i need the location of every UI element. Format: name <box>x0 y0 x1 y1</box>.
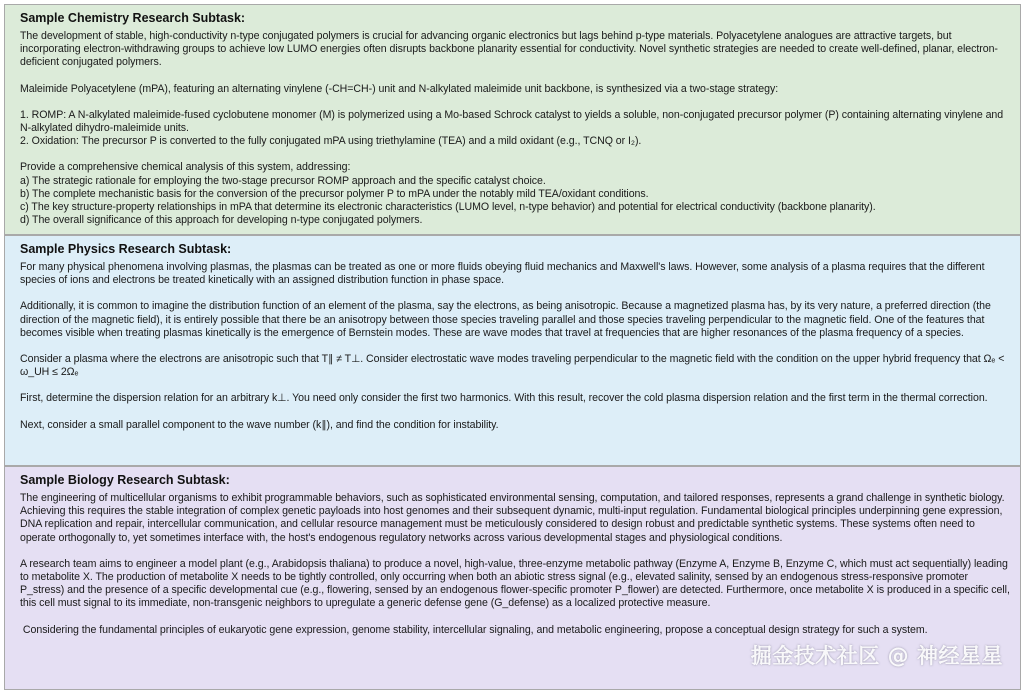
physics-instability-paragraph: Next, consider a small parallel component to the wave number (k∥), and find the condition for instability. <box>20 418 499 431</box>
physics-anisotropy-paragraph: Additionally, it is common to imagine the distribution function of an element of the plasma, say the electrons, as being anisotropic. Because a magnetized plasma has, by its very nature, a preferred direction (the direction of the magnetic field), it is entirely possible that there be an anisotropy between those species traveling parallel and those species traveling perpendicular to the magnetic field. One of the features that becomes visible when treating plasmas kinetically is the emergence of Bernstein modes. These are wave modes that travel at frequencies that are higher resonances of the plasma frequency of a species. <box>20 300 994 339</box>
physics-dispersion-paragraph: First, determine the dispersion relation for an arbitrary k⊥. You need only consider the first two harmonics. With this result, recover the cold plasma dispersion relation and the first term in the thermal correction. <box>20 392 988 405</box>
chemistry-question-a: a) The strategic rationale for employing the two-stage precursor ROMP approach and the specific catalyst choice. <box>20 174 546 187</box>
chemistry-question-c: c) The key structure-property relationships in mPA that determine its electronic characteristics (LUMO level, n-type behavior) and potential for electrical conductivity (backbone planarity). <box>20 201 876 214</box>
physics-panel <box>4 235 1021 466</box>
biology-panel <box>4 466 1021 690</box>
watermark: 掘金技术社区 @ 神经星星 <box>750 644 1003 668</box>
chemistry-synthesis-paragraph: Maleimide Polyacetylene (mPA), featuring an alternating vinylene (-CH=CH-) unit and N-alkylated maleimide unit backbone, is synthesized via a two-stage strategy: <box>20 82 779 95</box>
biology-task-paragraph: Considering the fundamental principles of eukaryotic gene expression, genome stability, intercellular signaling, and metabolic engineering, propose a conceptual design strategy for such a system. <box>20 623 928 636</box>
chemistry-task-paragraph: Provide a comprehensive chemical analysis of this system, addressing: <box>20 161 351 174</box>
chemistry-step-romp: 1. ROMP: A N-alkylated maleimide-fused cyclobutene monomer (M) is polymerized using a Mo-based Schrock catalyst to yields a soluble, non-conjugated precursor polymer (P) containing alternating vinylene and N-alkylated dihydro-maleimide units. <box>20 108 1007 135</box>
chemistry-question-d: d) The overall significance of this approach for developing n-type conjugated polymers. <box>20 214 423 227</box>
physics-intro-paragraph: For many physical phenomena involving plasmas, the plasmas can be treated as one or more fluids obeying fluid mechanics and Maxwell's laws. However, some analysis of a plasma requires that the different species of ions and electrons be treated kinetically with an assigned distribution function in phase space. <box>20 261 988 287</box>
biology-scenario-paragraph: A research team aims to engineer a model plant (e.g., Arabidopsis thaliana) to produce a novel, high-value, three-enzyme metabolic pathway (Enzyme A, Enzyme B, Enzyme C, which must act sequentially) leading to metabolite X. The production of metabolite X needs to be tightly controlled, only occurring when both an abiotic stress signal (e.g., elevated salinity, sensed by an endogenous stress-responsive promoter P_stress) and the presence of a specific developmental cue (e.g., flowering, sensed by an endogenous flower-specific promoter P_flower) are detected. Furthermore, once metabolite X is produced in a specific cell, this cell must signal to its immediate, non-transgenic neighbors to upregulate a generic defense gene (G_defense) as a localized protective measure. <box>20 557 1013 610</box>
biology-intro-paragraph: The engineering of multicellular organisms to exhibit programmable behaviors, such as sophisticated environmental sensing, computation, and tailored responses, represents a grand challenge in synthetic biology. Achieving this requires the stable integration of complex genetic payloads into host genomes and their subsequent dynamic, multi-input regulation. Fundamental biological principles underpinning gene expression, DNA replication and repair, intercellular communication, and cellular resource management must be meticulously considered to design robust and predictable synthetic systems. These systems often need to operate orthogonally to, yet sometimes interface with, the host's endogenous regulatory networks across various developmental stages and physiological conditions. <box>20 492 1007 544</box>
chemistry-title: Sample Chemistry Research Subtask: <box>20 11 246 25</box>
chemistry-intro-paragraph: The development of stable, high-conductivity n-type conjugated polymers is crucial for advancing organic electronics but lags behind p-type materials. Polyacetylene analogues are attractive targets, but incorporating electron-withdrawing groups to achieve low LUMO energies often disrupts backbone planarity essential for conductivity. Novel synthetic strategies are needed to create well-defined, planar, electron-deficient conjugated polymers. <box>20 30 998 69</box>
chemistry-step-oxidation: 2. Oxidation: The precursor P is converted to the fully conjugated mPA using triethylamine (TEA) and a mild oxidant (e.g., TCNQ or I₂). <box>20 135 642 148</box>
chemistry-question-b: b) The complete mechanistic basis for the conversion of the precursor polymer P to mPA under the notably mild TEA/oxidant conditions. <box>20 187 649 200</box>
chemistry-panel <box>4 4 1021 235</box>
physics-condition-paragraph: Consider a plasma where the electrons are anisotropic such that T∥ ≠ T⊥. Consider electrostatic wave modes traveling perpendicular to the magnetic field with the condition on the upper hybrid frequency that Ωₑ < ω_UH ≤ 2Ωₑ <box>20 353 1008 379</box>
physics-title: Sample Physics Research Subtask: <box>20 242 232 256</box>
biology-title: Sample Biology Research Subtask: <box>20 473 230 487</box>
